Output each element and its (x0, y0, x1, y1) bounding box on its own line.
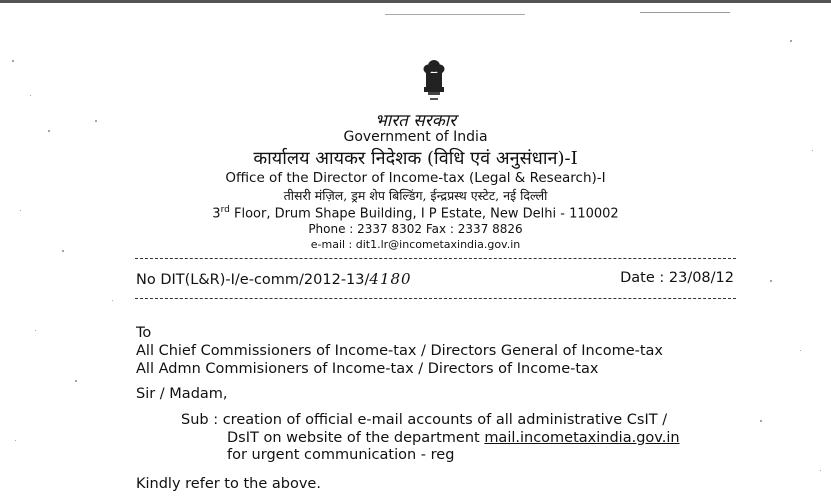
divider-bottom (135, 298, 736, 299)
subject-link[interactable]: mail.incometaxindia.gov.in (484, 429, 680, 446)
email-address: e-mail : dit1.lr@incometaxindia.gov.in (310, 238, 521, 251)
address-hindi: तीसरी मंज़िल, ड्रम शेप बिल्डिंग, ईन्द्रप्रस्थ एस्टेट, नई दिल्ली (283, 188, 548, 203)
office-name-hindi: कार्यालय आयकर निदेशक (विधि एवं अनुसंधान)-I (253, 148, 578, 169)
handwritten-number: 4180 (369, 270, 412, 288)
reference-number: No DIT(L&R)-I/e-comm/2012-13/4180 (136, 270, 412, 288)
scan-edge-line (0, 0, 831, 3)
recipient-line-2: All Admn Commisioners of Income-tax / Directors of Income-tax (136, 361, 599, 377)
subject-line-3: for urgent communication - reg (227, 447, 455, 463)
divider-top (135, 258, 736, 259)
letter-date: Date : 23/08/12 (620, 270, 734, 286)
body-opening: Kindly refer to the above. (136, 476, 321, 492)
phone-fax: Phone : 2337 8302 Fax : 2337 8826 (308, 222, 523, 236)
subject-block (181, 412, 680, 465)
address-english: 3rd Floor, Drum Shape Building, I P Estate, New Delhi - 110002 (212, 205, 619, 222)
salutation: Sir / Madam, (136, 386, 228, 402)
govt-name-hindi: भारत सरकार (374, 111, 457, 131)
recipient-line-1: All Chief Commissioners of Income-tax / Directors General of Income-tax (136, 343, 663, 359)
office-name-english: Office of the Director of Income-tax (Legal & Research)-I (225, 170, 606, 186)
subject-line-1: Sub : creation of official e-mail accounts of all administrative CsIT / (181, 412, 668, 428)
to-label: To (136, 325, 152, 341)
subject-line-2: DsIT on website of the department mail.incometaxindia.gov.in (227, 429, 680, 446)
govt-name-english: Government of India (343, 129, 488, 145)
national-emblem-icon (421, 56, 447, 106)
